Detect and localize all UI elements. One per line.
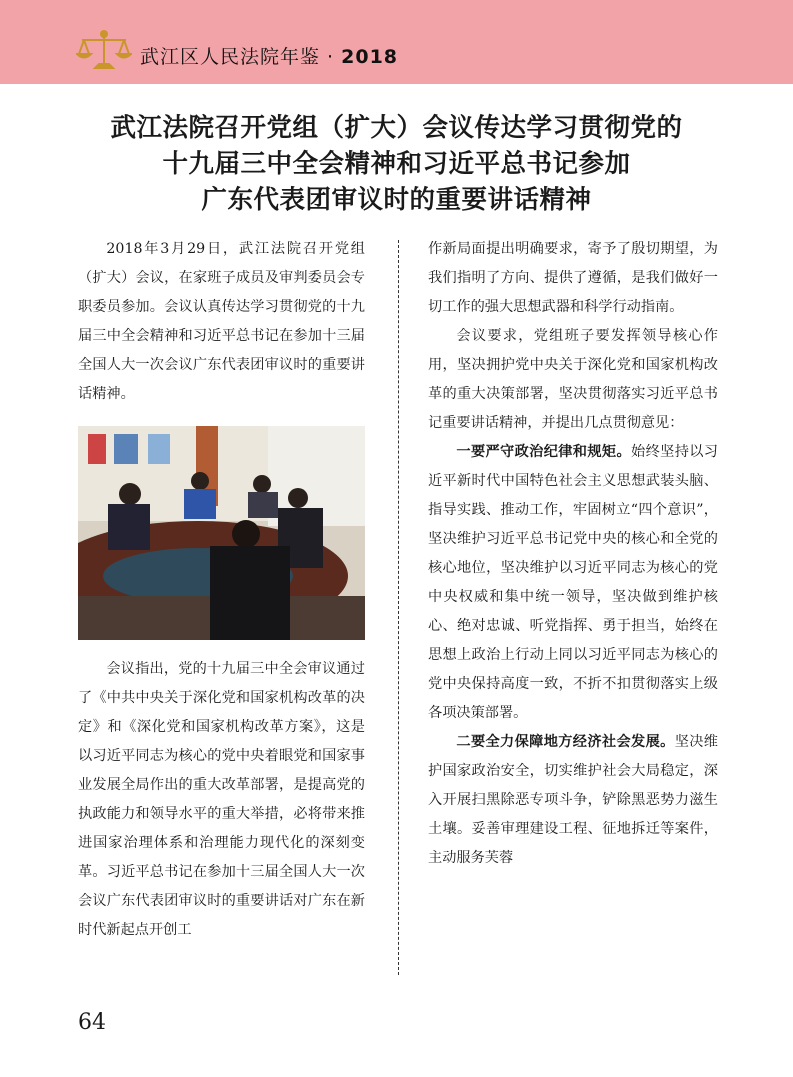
yearbook-title: 武江区人民法院年鉴 · 2018 xyxy=(140,46,399,68)
paragraph-3: 会议要求，党组班子要发挥领导核心作用，坚决拥护党中央关于深化党和国家机构改革的重大决策部署，坚决贯彻落实习近平总书记重要讲话精神，并提出几点贯彻意见： xyxy=(428,328,718,431)
scales-of-justice-icon xyxy=(76,28,132,72)
title-line-3: 广东代表团审议时的重要讲话精神 xyxy=(201,185,592,215)
page-number: 64 xyxy=(78,1010,106,1035)
article-title xyxy=(40,110,753,218)
title-line-2: 十九届三中全会精神和习近平总书记参加 xyxy=(162,149,631,179)
point-1-body: 始终坚持以习近平新时代中国特色社会主义思想武装头脑、指导实践、推动工作，牢固树立“四个意识”，坚决维护习近平总书记党中央的核心和全党的核心地位，坚决维护以习近平同志为核心的党中央权威和集中统一领导，坚决做到维护核心、绝对忠诚、听党指挥、勇于担当，始终在思想上政治上行动上同以习近平同志为核心的党中央保持高度一致，不折不扣贯彻落实上级各项决策部署。 xyxy=(428,444,718,721)
page-header xyxy=(0,0,793,84)
paragraph-1: 2018年3月29日，武江法院召开党组（扩大）会议，在家班子成员及审判委员会专职委员参加。会议认真传达学习贯彻党的十九届三中全会精神和习近平总书记在参加十三届全国人大一次会议广东代表团审议时的重要讲话精神。 xyxy=(78,241,365,402)
point-1 xyxy=(428,438,718,728)
point-2 xyxy=(428,728,718,873)
title-line-1: 武江法院召开党组（扩大）会议传达学习贯彻党的 xyxy=(110,113,683,143)
meeting-photo xyxy=(78,426,365,640)
point-2-heading: 二要全力保障地方经济社会发展。 xyxy=(456,734,675,750)
paragraph-2: 会议指出，党的十九届三中全会审议通过了《中共中央关于深化党和国家机构改革的决定》和《深化党和国家机构改革方案》，这是以习近平同志为核心的党中央着眼党和国家事业发展全局作出的重大改革部署，是提高党的执政能力和领导水平的重大举措，必将带来推进国家治理体系和治理能力现代化的深刻变革。习近平总书记在参加十三届全国人大一次会议广东代表团审议时的重要讲话对广东在新时代新起点开创工 xyxy=(78,661,365,938)
point-1-heading: 一要严守政治纪律和规矩。 xyxy=(456,444,632,460)
yearbook-year: 2018 xyxy=(341,46,399,68)
point-2-body: 坚决维护国家政治安全，切实维护社会大局稳定，深入开展扫黑除恶专项斗争，铲除黑恶势力滋生土壤。妥善审理建设工程、征地拆迁等案件，主动服务芙蓉 xyxy=(428,734,718,866)
column-divider xyxy=(398,240,399,975)
right-column xyxy=(428,235,718,873)
left-column-top xyxy=(78,235,365,409)
paragraph-2-continued: 作新局面提出明确要求，寄予了殷切期望，为我们指明了方向、提供了遵循，是我们做好一切工作的强大思想武器和科学行动指南。 xyxy=(428,241,718,315)
left-column-bottom xyxy=(78,655,365,945)
